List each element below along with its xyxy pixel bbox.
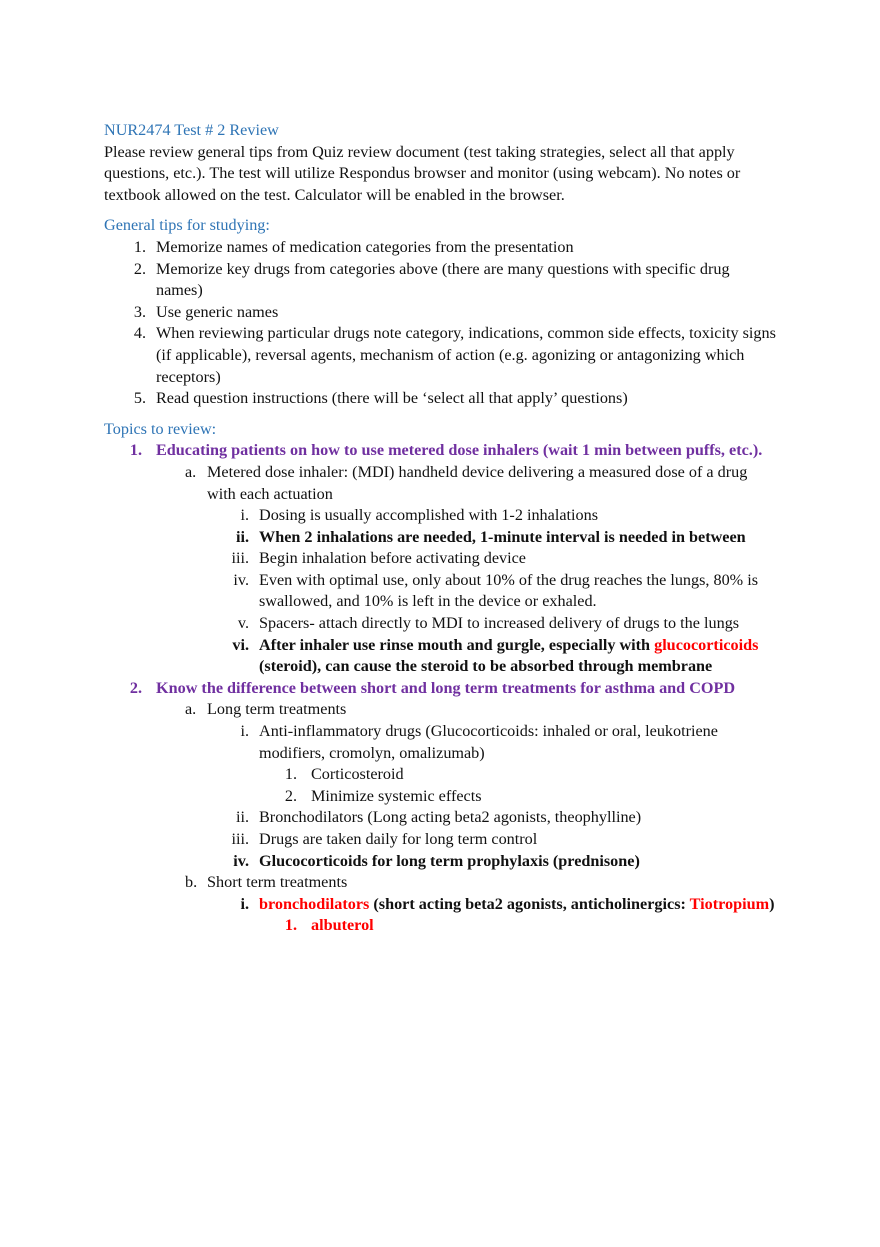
text-segment: Know the difference between short and long term treatments for asthma and COPD — [156, 678, 736, 697]
text-segment: When 2 inhalations are needed, 1-minute interval is needed in between — [259, 527, 746, 546]
list-item — [104, 829, 780, 851]
document-page — [104, 120, 780, 937]
list-marker: 2. — [284, 786, 297, 805]
list-marker: v. — [237, 614, 249, 633]
text-segment: Short term treatments — [207, 873, 348, 892]
text-segment: Long term treatments — [207, 700, 347, 719]
highlighted-text: bronchodilators — [259, 894, 370, 913]
list-item — [104, 237, 780, 259]
text-segment: (steroid), can cause the steroid to be absorbed through membrane — [259, 657, 713, 676]
text-segment: Begin inhalation before activating device — [259, 549, 526, 568]
text-segment: Please review general tips from Quiz review document (test taking strategies, select all that apply questions, etc.). The test will utilize Respondus browser and monitor (using webcam). No notes or textbook allowed on the test. Calculator will be enabled in the browser. — [104, 142, 741, 204]
text-segment: Dosing is usually accomplished with 1-2 inhalations — [259, 506, 598, 525]
text-segment: albuterol — [311, 916, 374, 935]
list-marker: iv. — [233, 851, 249, 870]
list-item — [104, 527, 780, 549]
list-marker: 1. — [284, 916, 297, 935]
text-segment: After inhaler use rinse mouth and gurgle, especially with — [259, 635, 655, 654]
text-segment: Spacers- attach directly to MDI to increased delivery of drugs to the lungs — [259, 614, 740, 633]
list-item — [104, 807, 780, 829]
text-segment: NUR2474 Test # 2 Review — [104, 121, 279, 139]
text-segment: General tips for studying: — [104, 216, 270, 235]
list-marker: 4. — [133, 324, 146, 343]
list-item — [104, 915, 780, 937]
section-heading — [104, 120, 780, 142]
list-item — [104, 764, 780, 786]
list-item — [104, 548, 780, 570]
list-item — [104, 678, 780, 700]
list-marker: i. — [240, 722, 249, 741]
list-marker: 1. — [133, 237, 146, 256]
text-segment: Minimize systemic effects — [311, 786, 482, 805]
list-item — [104, 302, 780, 324]
text-segment: Read question instructions (there will be ‘select all that apply’ questions) — [156, 389, 628, 408]
text-segment: Even with optimal use, only about 10% of the drug reaches the lungs, 80% is swallowed, and 10% is left in the device or exhaled. — [259, 570, 759, 611]
text-segment: Memorize names of medication categories from the presentation — [156, 237, 574, 256]
text-segment: Use generic names — [156, 302, 279, 321]
highlighted-text: glucocorticoids — [654, 635, 759, 654]
list-marker: i. — [240, 894, 249, 913]
section-heading — [104, 215, 780, 237]
list-marker: 2. — [129, 678, 142, 697]
text-segment: Bronchodilators (Long acting beta2 agonists, theophylline) — [259, 808, 642, 827]
list-item — [104, 462, 780, 505]
list-item — [104, 505, 780, 527]
list-marker: iv. — [233, 570, 249, 589]
paragraph — [104, 142, 780, 207]
text-segment: Corticosteroid — [311, 765, 404, 784]
list-item — [104, 323, 780, 388]
list-item — [104, 440, 780, 462]
list-marker: a. — [185, 462, 197, 481]
text-segment: Glucocorticoids for long term prophylaxis (prednisone) — [259, 851, 640, 870]
text-segment: Metered dose inhaler: (MDI) handheld device delivering a measured dose of a drug with each actuation — [207, 462, 748, 503]
list-item — [104, 570, 780, 613]
list-marker: 5. — [133, 389, 146, 408]
list-marker: 2. — [133, 259, 146, 278]
text-segment: When reviewing particular drugs note category, indications, common side effects, toxicity signs (if applicable), reversal agents, mechanism of action (e.g. agonizing or antagonizing which receptors) — [156, 324, 776, 386]
list-marker: iii. — [231, 549, 249, 568]
list-item — [104, 699, 780, 721]
list-marker: vi. — [232, 635, 249, 654]
list-marker: 3. — [133, 302, 146, 321]
list-item — [104, 786, 780, 808]
text-segment: Anti-inflammatory drugs (Glucocorticoids: inhaled or oral, leukotriene modifiers, cromolyn, omalizumab) — [259, 722, 718, 762]
section-heading — [104, 419, 780, 441]
list-marker: 1. — [284, 765, 297, 784]
list-marker: a. — [185, 700, 197, 719]
list-marker: i. — [240, 506, 249, 525]
list-marker: ii. — [235, 808, 249, 827]
list-item — [104, 388, 780, 410]
text-segment: Memorize key drugs from categories above (there are many questions with specific drug names) — [156, 259, 730, 300]
text-segment: Drugs are taken daily for long term control — [259, 830, 538, 848]
list-marker: 1. — [129, 441, 142, 460]
list-item — [104, 872, 780, 894]
list-marker: ii. — [235, 527, 249, 546]
list-item — [104, 635, 780, 678]
list-marker: iii. — [231, 830, 249, 848]
highlighted-text: Tiotropium — [689, 894, 770, 913]
text-segment: Educating patients on how to use metered dose inhalers (wait 1 min between puffs, etc.). — [156, 441, 763, 460]
list-item — [104, 721, 780, 764]
list-item — [104, 851, 780, 873]
list-item — [104, 259, 780, 302]
list-marker: b. — [185, 873, 198, 892]
text-segment: (short acting beta2 agonists, anticholinergics: — [369, 894, 690, 913]
text-segment: Topics to review: — [104, 419, 217, 438]
text-segment: ) — [769, 894, 775, 913]
list-item — [104, 613, 780, 635]
list-item — [104, 894, 780, 916]
